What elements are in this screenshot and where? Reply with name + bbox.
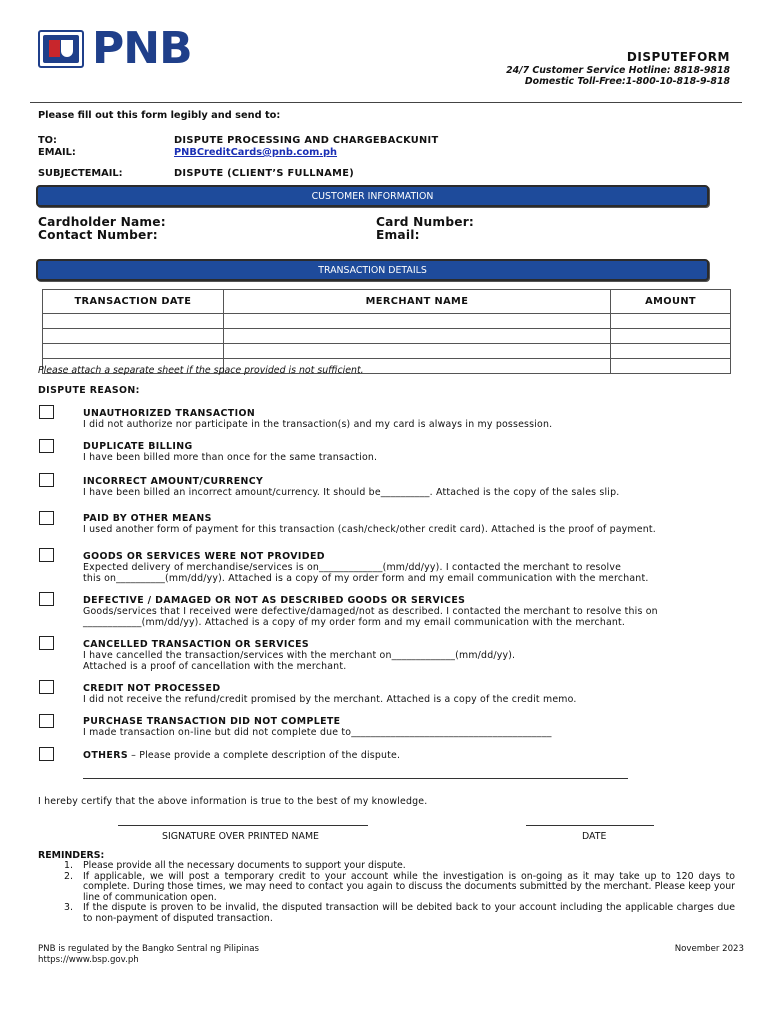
email-link[interactable]: PNBCreditCards@pnb.com.ph xyxy=(174,147,338,158)
dispute-reason-heading: DISPUTE REASON: xyxy=(38,385,140,396)
reason-title-incorrect-amount: INCORRECT AMOUNT/CURRENCY xyxy=(83,476,264,487)
pnb-seal-icon xyxy=(38,30,84,68)
reason-desc-paid-other: I used another form of payment for this transaction (cash/check/other credit card). Attached is the proof of payment. xyxy=(83,524,656,535)
checkbox-duplicate[interactable] xyxy=(39,439,54,453)
tollfree-text: Domestic Toll-Free:1-800-10-818-9-818 xyxy=(524,75,730,87)
cell-amount[interactable] xyxy=(611,344,731,359)
reason-desc-credit-not-processed: I did not receive the refund/credit promised by the merchant. Attached is a copy of the credit memo. xyxy=(83,694,577,705)
signature-line[interactable] xyxy=(118,825,368,826)
table-row xyxy=(43,344,731,359)
checkbox-purchase-incomplete[interactable] xyxy=(39,714,54,728)
cell-merchant[interactable] xyxy=(223,329,610,344)
reason-desc-purchase-incomplete: I made transaction on-line but did not complete due to_________________________________________ xyxy=(83,727,552,738)
col-transaction-date: TRANSACTION DATE xyxy=(43,290,224,314)
fill-instruction: Please fill out this form legibly and send to: xyxy=(38,110,281,121)
cell-amount[interactable] xyxy=(611,359,731,374)
others-description-line[interactable] xyxy=(83,778,628,779)
cell-amount[interactable] xyxy=(611,314,731,329)
reason-others xyxy=(83,750,400,761)
checkbox-not-provided[interactable] xyxy=(39,548,54,562)
checkbox-defective[interactable] xyxy=(39,592,54,606)
cardholder-name-label: Cardholder Name: xyxy=(38,215,166,229)
checkbox-cancelled[interactable] xyxy=(39,636,54,650)
reason-title-defective: DEFECTIVE / DAMAGED OR NOT AS DESCRIBED GOODS OR SERVICES xyxy=(83,595,466,606)
list-item xyxy=(38,872,738,904)
reason-desc-duplicate: I have been billed more than once for the same transaction. xyxy=(83,452,378,463)
bsp-url[interactable]: https://www.bsp.gov.ph xyxy=(38,954,139,965)
signature-label: SIGNATURE OVER PRINTED NAME xyxy=(162,831,319,842)
transaction-details-banner xyxy=(36,259,709,281)
transaction-details-title: TRANSACTION DETAILS xyxy=(318,264,427,276)
reason-desc-not-provided-2: this on__________(mm/dd/yy). Attached is a copy of my order form and my email communication with the merchant. xyxy=(83,573,649,584)
checkbox-paid-other[interactable] xyxy=(39,511,54,525)
cell-merchant[interactable] xyxy=(223,344,610,359)
customer-info-banner xyxy=(36,185,709,207)
cell-date[interactable] xyxy=(43,314,224,329)
reason-desc-cancelled-2: Attached is a proof of cancellation with the merchant. xyxy=(83,661,347,672)
reason-title-duplicate: DUPLICATE BILLING xyxy=(83,441,193,452)
checkbox-others[interactable] xyxy=(39,747,54,761)
to-label: TO: xyxy=(38,135,57,146)
reminder-number: 3. xyxy=(64,902,73,914)
reminder-number: 2. xyxy=(64,870,73,882)
reason-desc-defective-2: ____________(mm/dd/yy). Attached is a copy of my order form and my email communication with the merchant. xyxy=(83,617,626,628)
col-amount: AMOUNT xyxy=(611,290,731,314)
customer-info-title: CUSTOMER INFORMATION xyxy=(311,190,434,202)
cell-date[interactable] xyxy=(43,329,224,344)
header-divider xyxy=(30,102,742,103)
table-row xyxy=(43,314,731,329)
transaction-table xyxy=(42,289,731,374)
reason-title-not-provided: GOODS OR SERVICES WERE NOT PROVIDED xyxy=(83,551,325,562)
brand-name: PNB xyxy=(92,23,192,74)
list-item xyxy=(38,861,738,872)
reason-title-unauthorized: UNAUTHORIZED TRANSACTION xyxy=(83,408,256,419)
reason-desc-unauthorized: I did not authorize nor participate in the transaction(s) and my card is always in my possession. xyxy=(83,419,553,430)
regulated-text: PNB is regulated by the Bangko Sentral ng Pilipinas xyxy=(38,944,259,954)
reason-desc-incorrect-amount: I have been billed an incorrect amount/currency. It should be__________. Attached is the copy of the sales slip. xyxy=(83,487,620,498)
reason-title-others: OTHERS xyxy=(83,750,128,761)
contact-number-label: Contact Number: xyxy=(38,228,158,242)
footer-regulator xyxy=(38,944,259,965)
reason-desc-cancelled-1: I have cancelled the transaction/services with the merchant on_____________(mm/dd/yy). xyxy=(83,650,516,661)
subject-value: DISPUTE (CLIENT’S FULLNAME) xyxy=(174,168,355,179)
subject-label: SUBJECTEMAIL: xyxy=(38,168,123,179)
cell-merchant[interactable] xyxy=(223,314,610,329)
col-merchant-name: MERCHANT NAME xyxy=(223,290,610,314)
list-item xyxy=(38,903,738,924)
reminders-heading: REMINDERS: xyxy=(38,850,105,861)
attach-note: Please attach a separate sheet if the space provided is not sufficient. xyxy=(38,365,364,376)
reminder-text: If the dispute is proven to be invalid, the disputed transaction will be debited back to your account including the applicable charges due to non-payment of disputed transaction. xyxy=(83,902,735,924)
reminder-number: 1. xyxy=(64,860,73,871)
reason-title-purchase-incomplete: PURCHASE TRANSACTION DID NOT COMPLETE xyxy=(83,716,341,727)
email-label: EMAIL: xyxy=(38,147,76,158)
card-number-label: Card Number: xyxy=(376,215,474,229)
reason-title-paid-other: PAID BY OTHER MEANS xyxy=(83,513,212,524)
reminders-section xyxy=(38,850,738,925)
pnb-logo xyxy=(38,23,192,74)
form-title: DISPUTEFORM xyxy=(626,50,730,64)
table-row xyxy=(43,329,731,344)
reminder-text: Please provide all the necessary documents to support your dispute. xyxy=(83,860,406,871)
date-line[interactable] xyxy=(526,825,654,826)
checkbox-unauthorized[interactable] xyxy=(39,405,54,419)
reason-title-credit-not-processed: CREDIT NOT PROCESSED xyxy=(83,683,221,694)
checkbox-credit-not-processed[interactable] xyxy=(39,680,54,694)
reason-desc-not-provided-1: Expected delivery of merchandise/services is on_____________(mm/dd/yy). I contacted the merchant to resolve xyxy=(83,562,622,573)
reason-desc-others: – Please provide a complete description of the dispute. xyxy=(128,750,401,761)
to-value: DISPUTE PROCESSING AND CHARGEBACKUNIT xyxy=(174,135,439,146)
footer-date: November 2023 xyxy=(674,944,744,954)
date-label: DATE xyxy=(582,831,607,842)
reminder-text: If applicable, we will post a temporary credit to your account while the investigation is on-going as it may take up to 120 days to complete. During those times, we may need to contact you again to discuss the documents submitted by the merchant. Please keep your line of communication open. xyxy=(83,870,735,903)
checkbox-incorrect-amount[interactable] xyxy=(39,473,54,487)
customer-email-label: Email: xyxy=(376,228,420,242)
certify-statement: I hereby certify that the above information is true to the best of my knowledge. xyxy=(38,796,428,807)
reason-title-cancelled: CANCELLED TRANSACTION OR SERVICES xyxy=(83,639,310,650)
hotline-text: 24/7 Customer Service Hotline: 8818-9818 xyxy=(506,65,730,76)
cell-amount[interactable] xyxy=(611,329,731,344)
hotline-block xyxy=(506,66,730,87)
reason-desc-defective-1: Goods/services that I received were defective/damaged/not as described. I contacted the merchant to resolve this on xyxy=(83,606,658,617)
cell-date[interactable] xyxy=(43,344,224,359)
